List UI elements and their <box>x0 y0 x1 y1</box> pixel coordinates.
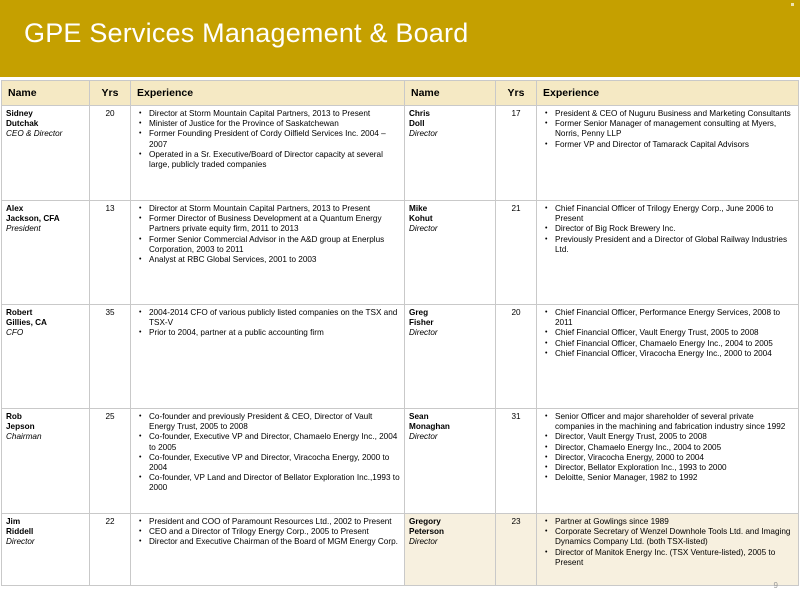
last-name: Dutchak <box>6 119 39 129</box>
experience-item: • Co-founder, Executive VP and Director, Chamaelo Energy Inc., 2004 to 2005 <box>149 432 400 452</box>
first-name: Greg <box>409 308 429 317</box>
experience-list <box>541 412 794 483</box>
person-role: Director <box>409 537 438 547</box>
person-role: Chairman <box>6 432 42 442</box>
experience-item: • 2004-2014 CFO of various publicly listed companies on the TSX and TSX-V <box>149 308 400 328</box>
first-name: Sidney <box>6 109 33 118</box>
experience-item: • Chief Financial Officer, Viracocha Energy Inc., 2000 to 2004 <box>555 349 794 359</box>
header-experience: Experience <box>537 81 799 106</box>
person-role: President <box>6 224 41 234</box>
person-role: Director <box>409 129 438 139</box>
experience-cell <box>131 106 405 201</box>
experience-item: • President & CEO of Nuguru Business and Marketing Consultants <box>555 109 794 119</box>
header-yrs: Yrs <box>496 81 537 106</box>
experience-item: • CEO and a Director of Trilogy Energy Corp., 2005 to Present <box>149 527 400 537</box>
person-role: CFO <box>6 328 24 338</box>
years-cell: 17 <box>496 106 537 201</box>
person-role: Director <box>409 328 438 338</box>
years-cell: 13 <box>90 201 131 305</box>
table-row <box>2 514 799 586</box>
board-table <box>1 80 799 586</box>
experience-item: • Deloitte, Senior Manager, 1982 to 1992 <box>555 473 794 483</box>
years-cell: 23 <box>496 514 537 586</box>
header-experience: Experience <box>131 81 405 106</box>
experience-item: • Director and Executive Chairman of the Board of MGM Energy Corp. <box>149 537 400 547</box>
person-role: CEO & Director <box>6 129 63 139</box>
experience-item: • Chief Financial Officer, Vault Energy Trust, 2005 to 2008 <box>555 328 794 338</box>
table-row <box>2 106 799 201</box>
years-cell: 22 <box>90 514 131 586</box>
experience-list <box>541 204 794 255</box>
experience-cell <box>537 409 799 514</box>
years-cell: 31 <box>496 409 537 514</box>
last-name: Peterson <box>409 527 445 537</box>
first-name: Rob <box>6 412 22 421</box>
years-cell: 35 <box>90 305 131 409</box>
experience-item: • Director, Viracocha Energy, 2000 to 2004 <box>555 453 794 463</box>
experience-item: • Former Founding President of Cordy Oilfield Services Inc. 2004 – 2007 <box>149 129 400 149</box>
title-banner <box>0 0 800 77</box>
header-name: Name <box>405 81 496 106</box>
experience-list <box>135 109 400 170</box>
last-name: Monaghan <box>409 422 450 432</box>
table-row <box>2 409 799 514</box>
experience-item: • Chief Financial Officer of Trilogy Energy Corp., June 2006 to Present <box>555 204 794 224</box>
person-cell <box>2 305 90 409</box>
years-cell: 25 <box>90 409 131 514</box>
experience-cell <box>537 305 799 409</box>
first-name: Gregory <box>409 517 441 526</box>
first-name: Sean <box>409 412 429 421</box>
person-cell <box>405 409 496 514</box>
person-cell <box>405 514 496 586</box>
header-yrs: Yrs <box>90 81 131 106</box>
experience-list <box>541 109 794 150</box>
experience-list <box>135 308 400 339</box>
experience-item: • Former Senior Commercial Advisor in the A&D group at Enerplus Corporation, 2003 to 2011 <box>149 235 400 255</box>
last-name: Jepson <box>6 422 35 432</box>
experience-item: • Chief Financial Officer, Performance Energy Services, 2008 to 2011 <box>555 308 794 328</box>
table-row <box>2 201 799 305</box>
experience-item: • Partner at Gowlings since 1989 <box>555 517 794 527</box>
experience-item: • Former Senior Manager of management consulting at Myers, Norris, Penny LLP <box>555 119 794 139</box>
experience-item: • Senior Officer and major shareholder of several private companies in the machining and fabrication industry since 1992 <box>555 412 794 432</box>
last-name: Doll <box>409 119 425 129</box>
experience-item: • Co-founder, VP Land and Director of Bellator Exploration Inc.,1993 to 2000 <box>149 473 400 493</box>
experience-list <box>541 308 794 359</box>
person-cell <box>2 514 90 586</box>
years-cell: 20 <box>496 305 537 409</box>
experience-item: • Director, Vault Energy Trust, 2005 to 2008 <box>555 432 794 442</box>
experience-item: • Co-founder and previously President & CEO, Director of Vault Energy Trust, 2005 to 2008 <box>149 412 400 432</box>
experience-item: • Director at Storm Mountain Capital Partners, 2013 to Present <box>149 204 400 214</box>
experience-item: • Former Director of Business Development at a Quantum Energy Partners private equity firm, 2011 to 2013 <box>149 214 400 234</box>
experience-list <box>135 517 400 548</box>
first-name: Jim <box>6 517 21 526</box>
years-cell: 20 <box>90 106 131 201</box>
person-cell <box>2 106 90 201</box>
experience-item: • Director, Chamaelo Energy Inc., 2004 to 2005 <box>555 443 794 453</box>
experience-item: • Former VP and Director of Tamarack Capital Advisors <box>555 140 794 150</box>
person-cell <box>405 201 496 305</box>
experience-item: • Previously President and a Director of Global Railway Industries Ltd. <box>555 235 794 255</box>
last-name: Fisher <box>409 318 434 328</box>
last-name: Riddell <box>6 527 34 537</box>
person-role: Director <box>409 224 438 234</box>
experience-list <box>135 204 400 265</box>
header-name: Name <box>2 81 90 106</box>
first-name: Alex <box>6 204 24 213</box>
person-cell <box>405 305 496 409</box>
person-cell <box>405 106 496 201</box>
experience-list <box>135 412 400 494</box>
experience-item: • Operated in a Sr. Executive/Board of Director capacity at several large, publicly traded companies <box>149 150 400 170</box>
experience-item: • Director at Storm Mountain Capital Partners, 2013 to Present <box>149 109 400 119</box>
experience-item: • Director, Bellator Exploration Inc., 1993 to 2000 <box>555 463 794 473</box>
person-role: Director <box>6 537 35 547</box>
experience-list <box>541 517 794 568</box>
experience-cell <box>131 514 405 586</box>
table-row <box>2 305 799 409</box>
first-name: Chris <box>409 109 430 118</box>
last-name: Gillies, CA <box>6 318 47 328</box>
person-cell <box>2 201 90 305</box>
last-name: Kohut <box>409 214 433 224</box>
experience-item: • Director of Manitok Energy Inc. (TSX Venture-listed), 2005 to Present <box>555 548 794 568</box>
experience-item: • Corporate Secretary of Wenzel Downhole Tools Ltd. and Imaging Dynamics Company Ltd. (both TSX-listed) <box>555 527 794 547</box>
experience-item: • Minister of Justice for the Province of Saskatchewan <box>149 119 400 129</box>
experience-cell <box>537 201 799 305</box>
experience-item: • Director of Big Rock Brewery Inc. <box>555 224 794 234</box>
experience-item: • Prior to 2004, partner at a public accounting firm <box>149 328 400 338</box>
first-name: Robert <box>6 308 33 317</box>
experience-item: • Chief Financial Officer, Chamaelo Energy Inc., 2004 to 2005 <box>555 339 794 349</box>
experience-cell <box>131 201 405 305</box>
years-cell: 21 <box>496 201 537 305</box>
page-title: GPE Services Management & Board <box>24 18 469 48</box>
first-name: Mike <box>409 204 428 213</box>
person-cell <box>2 409 90 514</box>
last-name: Jackson, CFA <box>6 214 60 224</box>
table-header-row <box>2 81 799 106</box>
experience-cell <box>537 106 799 201</box>
experience-item: • President and COO of Paramount Resources Ltd., 2002 to Present <box>149 517 400 527</box>
person-role: Director <box>409 432 438 442</box>
experience-cell <box>131 409 405 514</box>
page-number: 9 <box>773 581 778 590</box>
experience-cell <box>131 305 405 409</box>
experience-cell <box>537 514 799 586</box>
experience-item: • Analyst at RBC Global Services, 2001 to 2003 <box>149 255 400 265</box>
corner-mark <box>791 3 794 6</box>
experience-item: • Co-founder, Executive VP and Director, Viracocha Energy, 2000 to 2004 <box>149 453 400 473</box>
